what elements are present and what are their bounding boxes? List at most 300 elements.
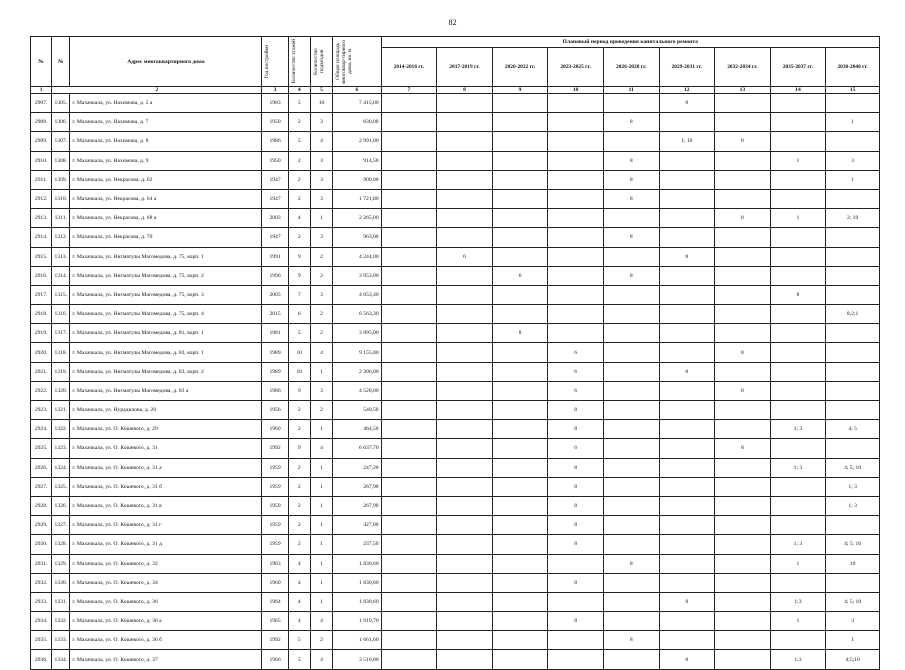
period-cell	[659, 209, 715, 228]
period-cell	[492, 189, 548, 208]
period-cell	[715, 151, 771, 170]
column-number: 14	[770, 87, 826, 94]
period-cell: 1; 3	[770, 458, 826, 477]
table-row	[31, 612, 880, 631]
column-number: 11	[603, 87, 659, 94]
entrances-count: 2	[310, 266, 332, 285]
row-subnumber: 1327.	[52, 516, 70, 535]
row-number: 2919.	[31, 324, 52, 343]
period-cell	[548, 189, 604, 208]
period-cell	[437, 477, 493, 496]
row-number: 2933.	[31, 592, 52, 611]
entrances-count: 1	[310, 516, 332, 535]
total-area: 4 528,00	[333, 381, 382, 400]
period-cell	[381, 650, 437, 669]
period-cell	[770, 477, 826, 496]
period-cell	[381, 209, 437, 228]
entrances-count: 4	[310, 612, 332, 631]
floors-count: 4	[288, 554, 310, 573]
period-cell	[715, 554, 771, 573]
table-row	[31, 209, 880, 228]
period-cell	[437, 650, 493, 669]
period-cell	[492, 132, 548, 151]
period-cell	[437, 305, 493, 324]
entrances-count: 1	[310, 573, 332, 592]
period-cell	[437, 458, 493, 477]
floors-count: 9	[288, 266, 310, 285]
header-floors-cell	[288, 37, 310, 87]
period-cell: 6	[548, 362, 604, 381]
row-number: 2918.	[31, 305, 52, 324]
period-cell: 8	[659, 362, 715, 381]
period-cell	[659, 170, 715, 189]
row-subnumber: 1308.	[52, 151, 70, 170]
build-year: 1959	[262, 535, 288, 554]
total-area: 914,50	[333, 151, 382, 170]
period-cell	[381, 592, 437, 611]
period-cell: 8;2;1	[826, 305, 880, 324]
period-cell	[715, 516, 771, 535]
floors-count: 4	[288, 612, 310, 631]
period-cell	[715, 170, 771, 189]
row-subnumber: 1309.	[52, 170, 70, 189]
build-year: 1965	[262, 612, 288, 631]
period-cell	[381, 439, 437, 458]
period-cell	[659, 266, 715, 285]
period-cell	[659, 516, 715, 535]
period-cell	[437, 151, 493, 170]
period-cell	[659, 324, 715, 343]
period-cell	[715, 420, 771, 439]
period-cell	[492, 247, 548, 266]
period-cell: 4; 5; 10	[826, 535, 880, 554]
table-row	[31, 94, 880, 113]
period-cell	[659, 496, 715, 515]
period-cell	[603, 343, 659, 362]
period-cell	[381, 631, 437, 650]
header-period: 2020-2022 гг.	[492, 48, 548, 87]
period-cell	[548, 631, 604, 650]
total-area: 2 991,00	[333, 132, 382, 151]
row-number: 2914.	[31, 228, 52, 247]
header-period: 2026-2028 гг.	[603, 48, 659, 87]
row-subnumber: 1311.	[52, 209, 70, 228]
total-area: 4 244,00	[333, 247, 382, 266]
build-year: 1996	[262, 266, 288, 285]
house-address: г. Махачкала, ул. Некрасова, д. 70	[70, 228, 262, 247]
build-year: 1956	[262, 401, 288, 420]
period-cell: 8	[603, 631, 659, 650]
period-cell	[659, 189, 715, 208]
period-cell: 1	[770, 554, 826, 573]
period-cell	[548, 113, 604, 132]
period-cell: 8	[548, 612, 604, 631]
period-cell	[548, 554, 604, 573]
period-cell	[437, 285, 493, 304]
total-area: 267,90	[333, 477, 382, 496]
house-address: г. Махачкала, ул. Нигматулы Магомедова, д. 83 а	[70, 381, 262, 400]
row-subnumber: 1326.	[52, 496, 70, 515]
period-cell	[826, 189, 880, 208]
period-cell: 8	[548, 420, 604, 439]
period-cell	[826, 401, 880, 420]
period-cell: 4; 5	[826, 420, 880, 439]
period-cell	[548, 592, 604, 611]
period-cell	[603, 592, 659, 611]
row-subnumber: 1313.	[52, 247, 70, 266]
period-cell	[603, 247, 659, 266]
column-number: 7	[381, 87, 437, 94]
period-cell: 1	[826, 113, 880, 132]
floors-count: 2	[288, 477, 310, 496]
period-cell	[548, 228, 604, 247]
period-cell	[437, 401, 493, 420]
period-cell	[659, 458, 715, 477]
period-cell: 8	[603, 266, 659, 285]
period-cell	[826, 362, 880, 381]
period-cell: 8	[603, 554, 659, 573]
period-cell	[492, 305, 548, 324]
period-cell	[548, 305, 604, 324]
house-address: г. Махачкала, ул. Нигматулы Магомедова, д. 75, корп. 3	[70, 285, 262, 304]
table-row	[31, 592, 880, 611]
row-number: 2924.	[31, 420, 52, 439]
period-cell: 1;3	[770, 650, 826, 669]
period-cell	[492, 113, 548, 132]
period-cell	[770, 132, 826, 151]
build-year: 1947	[262, 170, 288, 189]
period-cell: 6	[548, 381, 604, 400]
period-cell: 8	[548, 477, 604, 496]
header-period: 2014-2016 гг.	[381, 48, 437, 87]
period-cell: 8	[603, 170, 659, 189]
floors-count: 2	[288, 170, 310, 189]
build-year: 1960	[262, 420, 288, 439]
table-row	[31, 228, 880, 247]
build-year: 1992	[262, 631, 288, 650]
period-cell	[715, 266, 771, 285]
period-cell	[603, 381, 659, 400]
period-cell: 8	[715, 439, 771, 458]
total-area: 1 830,60	[333, 554, 382, 573]
period-cell	[492, 458, 548, 477]
period-cell	[381, 228, 437, 247]
total-area: 247,20	[333, 458, 382, 477]
house-address: г. Махачкала, ул. О. Кошевого, д. 32	[70, 554, 262, 573]
period-cell	[715, 189, 771, 208]
period-cell: 8	[603, 113, 659, 132]
entrances-count: 3	[310, 285, 332, 304]
period-cell	[548, 132, 604, 151]
build-year: 1983	[262, 94, 288, 113]
period-cell	[548, 266, 604, 285]
period-cell: 3	[826, 151, 880, 170]
period-cell	[548, 650, 604, 669]
period-cell	[603, 535, 659, 554]
total-area: 6 563,30	[333, 305, 382, 324]
row-number: 2908.	[31, 113, 52, 132]
period-cell	[548, 170, 604, 189]
build-year: 2005	[262, 285, 288, 304]
period-cell	[437, 535, 493, 554]
period-cell	[437, 573, 493, 592]
header-no-1: №	[31, 37, 52, 87]
period-cell	[826, 285, 880, 304]
row-subnumber: 1325.	[52, 477, 70, 496]
table-row	[31, 170, 880, 189]
column-number: 9	[492, 87, 548, 94]
entrances-count: 1	[310, 209, 332, 228]
house-address: г. Махачкала, ул. О. Кошевого, д. 29	[70, 420, 262, 439]
period-cell	[603, 650, 659, 669]
period-cell	[381, 285, 437, 304]
entrances-count: 3	[310, 189, 332, 208]
period-cell: 1; 3	[826, 477, 880, 496]
house-address: г. Махачкала, ул. О. Кошевого, д. 31 а	[70, 458, 262, 477]
house-address: г. Махачкала, ул. О. Кошевого, д. 36	[70, 592, 262, 611]
period-cell	[381, 535, 437, 554]
table-row	[31, 439, 880, 458]
period-cell	[770, 401, 826, 420]
build-year: 1960	[262, 573, 288, 592]
period-cell	[715, 631, 771, 650]
period-cell: 8	[715, 343, 771, 362]
table-row	[31, 362, 880, 381]
period-cell: 6	[548, 439, 604, 458]
period-cell	[437, 170, 493, 189]
row-subnumber: 1312.	[52, 228, 70, 247]
period-cell	[603, 612, 659, 631]
total-area: 1 919,70	[333, 612, 382, 631]
row-number: 2927.	[31, 477, 52, 496]
total-area: 427,00	[333, 516, 382, 535]
period-cell	[603, 516, 659, 535]
period-cell	[492, 554, 548, 573]
period-cell	[492, 285, 548, 304]
floors-count: 2	[288, 189, 310, 208]
total-area: 1 661,60	[333, 631, 382, 650]
period-cell	[437, 381, 493, 400]
total-area: 2 265,00	[333, 209, 382, 228]
build-year: 1959	[262, 516, 288, 535]
period-cell	[715, 650, 771, 669]
row-subnumber: 1324.	[52, 458, 70, 477]
period-cell	[492, 592, 548, 611]
period-cell	[659, 381, 715, 400]
row-subnumber: 1317.	[52, 324, 70, 343]
build-year: 1950	[262, 113, 288, 132]
period-cell: 8	[548, 535, 604, 554]
floors-count: 2	[288, 516, 310, 535]
entrances-count: 4	[310, 343, 332, 362]
table-row	[31, 631, 880, 650]
period-cell: 6	[437, 247, 493, 266]
period-cell: 4;5;10	[826, 650, 880, 669]
column-number: 1	[31, 87, 52, 94]
period-cell	[715, 573, 771, 592]
period-cell	[659, 535, 715, 554]
header-period: 2017-2019 гг.	[437, 48, 493, 87]
period-cell	[381, 247, 437, 266]
period-cell	[603, 94, 659, 113]
period-cell	[770, 247, 826, 266]
period-cell	[603, 324, 659, 343]
period-cell: 8	[548, 401, 604, 420]
row-subnumber: 1306.	[52, 113, 70, 132]
total-area: 237,50	[333, 535, 382, 554]
floors-count: 4	[288, 592, 310, 611]
house-address: г. Махачкала, ул. О. Кошевого, д. 31 б	[70, 477, 262, 496]
period-cell	[603, 573, 659, 592]
build-year: 1959	[262, 458, 288, 477]
header-address: Адрес многоквартирного дома	[70, 37, 262, 87]
period-cell	[770, 170, 826, 189]
header-area-cell	[333, 37, 382, 87]
period-cell	[381, 362, 437, 381]
period-cell	[770, 439, 826, 458]
house-address: г. Махачкала, ул. Нигматулы Магомедова, д. 75, корп. 2	[70, 266, 262, 285]
period-cell	[437, 420, 493, 439]
house-address: г. Махачкала, ул. Нигматулы Магомедова, д. 83, корп. 2	[70, 362, 262, 381]
header-period: 2035-2037 гг.	[770, 48, 826, 87]
row-number: 2925.	[31, 439, 52, 458]
column-number: 2	[52, 87, 262, 94]
floors-count: 9	[288, 247, 310, 266]
period-cell	[437, 612, 493, 631]
period-cell	[770, 343, 826, 362]
house-address: г. Махачкала, ул. О. Кошевого, д. 37	[70, 650, 262, 669]
period-cell: 8	[603, 151, 659, 170]
period-cell: 4; 5; 10	[826, 458, 880, 477]
period-cell	[715, 228, 771, 247]
period-cell	[770, 266, 826, 285]
floors-count: 2	[288, 496, 310, 515]
period-cell	[770, 381, 826, 400]
header-year: Год постройки	[264, 44, 271, 79]
header-planned-period: Плановый период проведения капитального ремонта	[381, 37, 879, 48]
period-cell	[715, 285, 771, 304]
floors-count: 9	[288, 439, 310, 458]
header-period: 2038-2040 гг.	[826, 48, 880, 87]
table-row	[31, 381, 880, 400]
period-cell: 8	[548, 573, 604, 592]
header-area: Общая площадь многоквар-тирного дома, кв. м	[335, 39, 354, 84]
period-cell	[659, 631, 715, 650]
period-cell	[381, 266, 437, 285]
row-subnumber: 1315.	[52, 285, 70, 304]
floors-count: 5	[288, 631, 310, 650]
table-row	[31, 132, 880, 151]
period-cell	[381, 458, 437, 477]
floors-count: 2	[288, 113, 310, 132]
period-cell	[770, 496, 826, 515]
period-cell	[492, 401, 548, 420]
period-cell	[437, 132, 493, 151]
period-cell	[492, 439, 548, 458]
period-cell	[659, 305, 715, 324]
table-row	[31, 477, 880, 496]
column-number: 4	[288, 87, 310, 94]
period-cell: 8	[715, 381, 771, 400]
house-address: г. Махачкала, ул. Нигматулы Магомедова, д. 81, корп. 1	[70, 324, 262, 343]
row-number: 2930.	[31, 535, 52, 554]
entrances-count: 3	[310, 381, 332, 400]
period-cell: 1;3	[770, 592, 826, 611]
entrances-count: 1	[310, 458, 332, 477]
period-cell: 1	[826, 631, 880, 650]
header-entrances-cell	[310, 37, 332, 87]
total-area: 3 895,00	[333, 324, 382, 343]
period-cell	[603, 285, 659, 304]
entrances-count: 3	[310, 170, 332, 189]
build-year: 1963	[262, 554, 288, 573]
period-cell	[381, 132, 437, 151]
period-cell	[659, 401, 715, 420]
period-cell	[826, 132, 880, 151]
house-address: г. Махачкала, ул. Нахимова, д. 7	[70, 113, 262, 132]
house-address: г. Махачкала, ул. Нахимова, д. 5 а	[70, 94, 262, 113]
total-area: 1 721,80	[333, 189, 382, 208]
total-area: 3 510,80	[333, 650, 382, 669]
period-cell	[659, 285, 715, 304]
row-subnumber: 1331.	[52, 592, 70, 611]
row-subnumber: 1329.	[52, 554, 70, 573]
total-area: 540,50	[333, 401, 382, 420]
house-address: г. Махачкала, ул. О. Кошевого, д. 31	[70, 439, 262, 458]
period-cell	[770, 113, 826, 132]
period-cell	[492, 209, 548, 228]
build-year: 2015	[262, 305, 288, 324]
period-cell	[492, 612, 548, 631]
period-cell	[437, 631, 493, 650]
row-subnumber: 1310.	[52, 189, 70, 208]
house-address: г. Махачкала, ул. Некрасова, д. 62	[70, 170, 262, 189]
period-cell	[548, 151, 604, 170]
period-cell: 4; 5; 10	[826, 592, 880, 611]
total-area: 464,50	[333, 420, 382, 439]
table-row	[31, 266, 880, 285]
build-year: 1986	[262, 132, 288, 151]
build-year: 1964	[262, 592, 288, 611]
period-cell	[548, 285, 604, 304]
period-cell	[381, 381, 437, 400]
period-cell	[492, 650, 548, 669]
period-cell	[715, 458, 771, 477]
entrances-count: 1	[310, 420, 332, 439]
row-number: 2907.	[31, 94, 52, 113]
entrances-count: 10	[310, 94, 332, 113]
period-cell	[437, 439, 493, 458]
period-cell	[603, 496, 659, 515]
period-cell	[826, 573, 880, 592]
table-row	[31, 650, 880, 669]
floors-count: 4	[288, 209, 310, 228]
build-year: 1992	[262, 439, 288, 458]
period-cell	[715, 496, 771, 515]
floors-count: 2	[288, 401, 310, 420]
period-cell	[437, 113, 493, 132]
house-address: г. Махачкала, ул. Некрасова, д. 68 а	[70, 209, 262, 228]
period-cell	[437, 94, 493, 113]
row-subnumber: 1314.	[52, 266, 70, 285]
period-cell: 8	[659, 94, 715, 113]
floors-count: 10	[288, 362, 310, 381]
row-subnumber: 1305.	[52, 94, 70, 113]
period-cell	[548, 324, 604, 343]
build-year: 1991	[262, 247, 288, 266]
row-number: 2916.	[31, 266, 52, 285]
period-cell: 1	[770, 612, 826, 631]
